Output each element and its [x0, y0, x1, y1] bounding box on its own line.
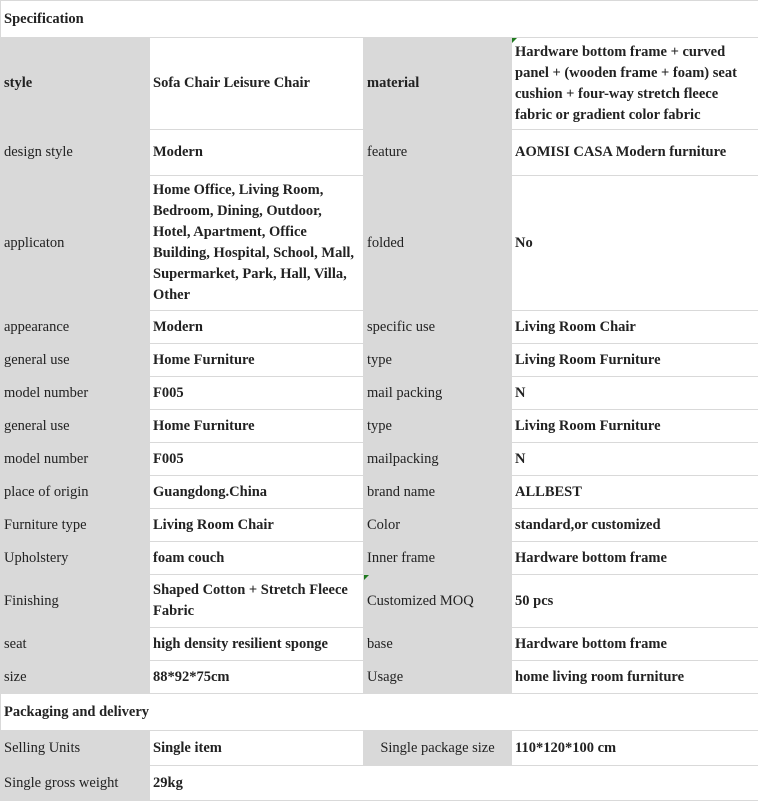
value-type: Living Room Furniture	[512, 410, 758, 443]
table-row	[1, 443, 758, 476]
label-model-number: model number	[1, 377, 150, 410]
label-inner-frame: Inner frame	[364, 542, 512, 575]
value-inner-frame: Hardware bottom frame	[512, 542, 758, 575]
value-model-number: F005	[150, 377, 364, 410]
value-specific-use: Living Room Chair	[512, 311, 758, 344]
label-design-style: design style	[1, 130, 150, 176]
table-row	[1, 344, 758, 377]
value-design-style: Modern	[150, 130, 364, 176]
value-model-number: F005	[150, 443, 364, 476]
table-row	[1, 542, 758, 575]
table-row	[1, 575, 758, 628]
section-title-specification: Specification	[1, 1, 758, 38]
table-row	[1, 410, 758, 443]
value-material	[512, 38, 758, 130]
value-folded: No	[512, 176, 758, 311]
section-title-packaging: Packaging and delivery	[1, 694, 758, 731]
value-feature: AOMISI CASA Modern furniture	[512, 130, 758, 176]
label-folded: folded	[364, 176, 512, 311]
label-upholstery: Upholstery	[1, 542, 150, 575]
label-type: type	[364, 410, 512, 443]
label-color: Color	[364, 509, 512, 542]
table-row	[1, 176, 758, 311]
table-row	[1, 731, 758, 766]
label-type: type	[364, 344, 512, 377]
value-mail-packing: N	[512, 377, 758, 410]
label-furniture-type: Furniture type	[1, 509, 150, 542]
label-mailpacking: mailpacking	[364, 443, 512, 476]
label-usage: Usage	[364, 661, 512, 694]
cell-note-marker	[512, 38, 517, 43]
value-selling-units: Single item	[150, 731, 364, 766]
label-size: size	[1, 661, 150, 694]
value-general-use: Home Furniture	[150, 344, 364, 377]
label-general-use: general use	[1, 344, 150, 377]
value-application: Home Office, Living Room, Bedroom, Dining, Outdoor, Hotel, Apartment, Office Building, Hospital, School, Mall, Supermarket, Park, Hall, Villa, Other	[150, 176, 364, 311]
value-type: Living Room Furniture	[512, 344, 758, 377]
table-row	[1, 311, 758, 344]
value-mailpacking: N	[512, 443, 758, 476]
table-row	[1, 628, 758, 661]
value-usage: home living room furniture	[512, 661, 758, 694]
label-specific-use: specific use	[364, 311, 512, 344]
label-seat: seat	[1, 628, 150, 661]
label-single-package-size: Single package size	[364, 731, 512, 766]
table-row	[1, 377, 758, 410]
label-style: style	[1, 38, 150, 130]
table-row	[1, 38, 758, 130]
value-seat: high density resilient sponge	[150, 628, 364, 661]
label-brand-name: brand name	[364, 476, 512, 509]
value-single-package-size: 110*120*100 cm	[512, 731, 758, 766]
label-appearance: appearance	[1, 311, 150, 344]
value-finishing: Shaped Cotton + Stretch Fleece Fabric	[150, 575, 364, 628]
value-general-use: Home Furniture	[150, 410, 364, 443]
value-place-of-origin: Guangdong.China	[150, 476, 364, 509]
table-row	[1, 476, 758, 509]
table-row	[1, 509, 758, 542]
label-application: applicaton	[1, 176, 150, 311]
table-row	[1, 661, 758, 694]
label-place-of-origin: place of origin	[1, 476, 150, 509]
value-base: Hardware bottom frame	[512, 628, 758, 661]
value-color: standard,or customized	[512, 509, 758, 542]
value-customized-moq: 50 pcs	[512, 575, 758, 628]
label-selling-units: Selling Units	[1, 731, 150, 766]
value-single-gross-weight: 29kg	[150, 766, 758, 801]
label-feature: feature	[364, 130, 512, 176]
label-mail-packing: mail packing	[364, 377, 512, 410]
table-row	[1, 766, 758, 801]
section-row-packaging	[1, 694, 758, 731]
label-finishing: Finishing	[1, 575, 150, 628]
label-model-number: model number	[1, 443, 150, 476]
label-customized-moq-text: Customized MOQ	[367, 592, 474, 609]
value-appearance: Modern	[150, 311, 364, 344]
label-material: material	[364, 38, 512, 130]
cell-note-marker	[364, 575, 369, 580]
label-single-gross-weight: Single gross weight	[1, 766, 150, 801]
label-base: base	[364, 628, 512, 661]
value-material-text: Hardware bottom frame + curved panel + (wooden frame + foam) seat cushion + four-way stretch fleece fabric or gradient color fabric	[515, 43, 737, 123]
section-row-specification	[1, 1, 758, 38]
value-brand-name: ALLBEST	[512, 476, 758, 509]
table-row	[1, 130, 758, 176]
label-general-use: general use	[1, 410, 150, 443]
value-upholstery: foam couch	[150, 542, 364, 575]
value-size: 88*92*75cm	[150, 661, 364, 694]
label-customized-moq	[364, 575, 512, 628]
value-furniture-type: Living Room Chair	[150, 509, 364, 542]
value-style: Sofa Chair Leisure Chair	[150, 38, 364, 130]
